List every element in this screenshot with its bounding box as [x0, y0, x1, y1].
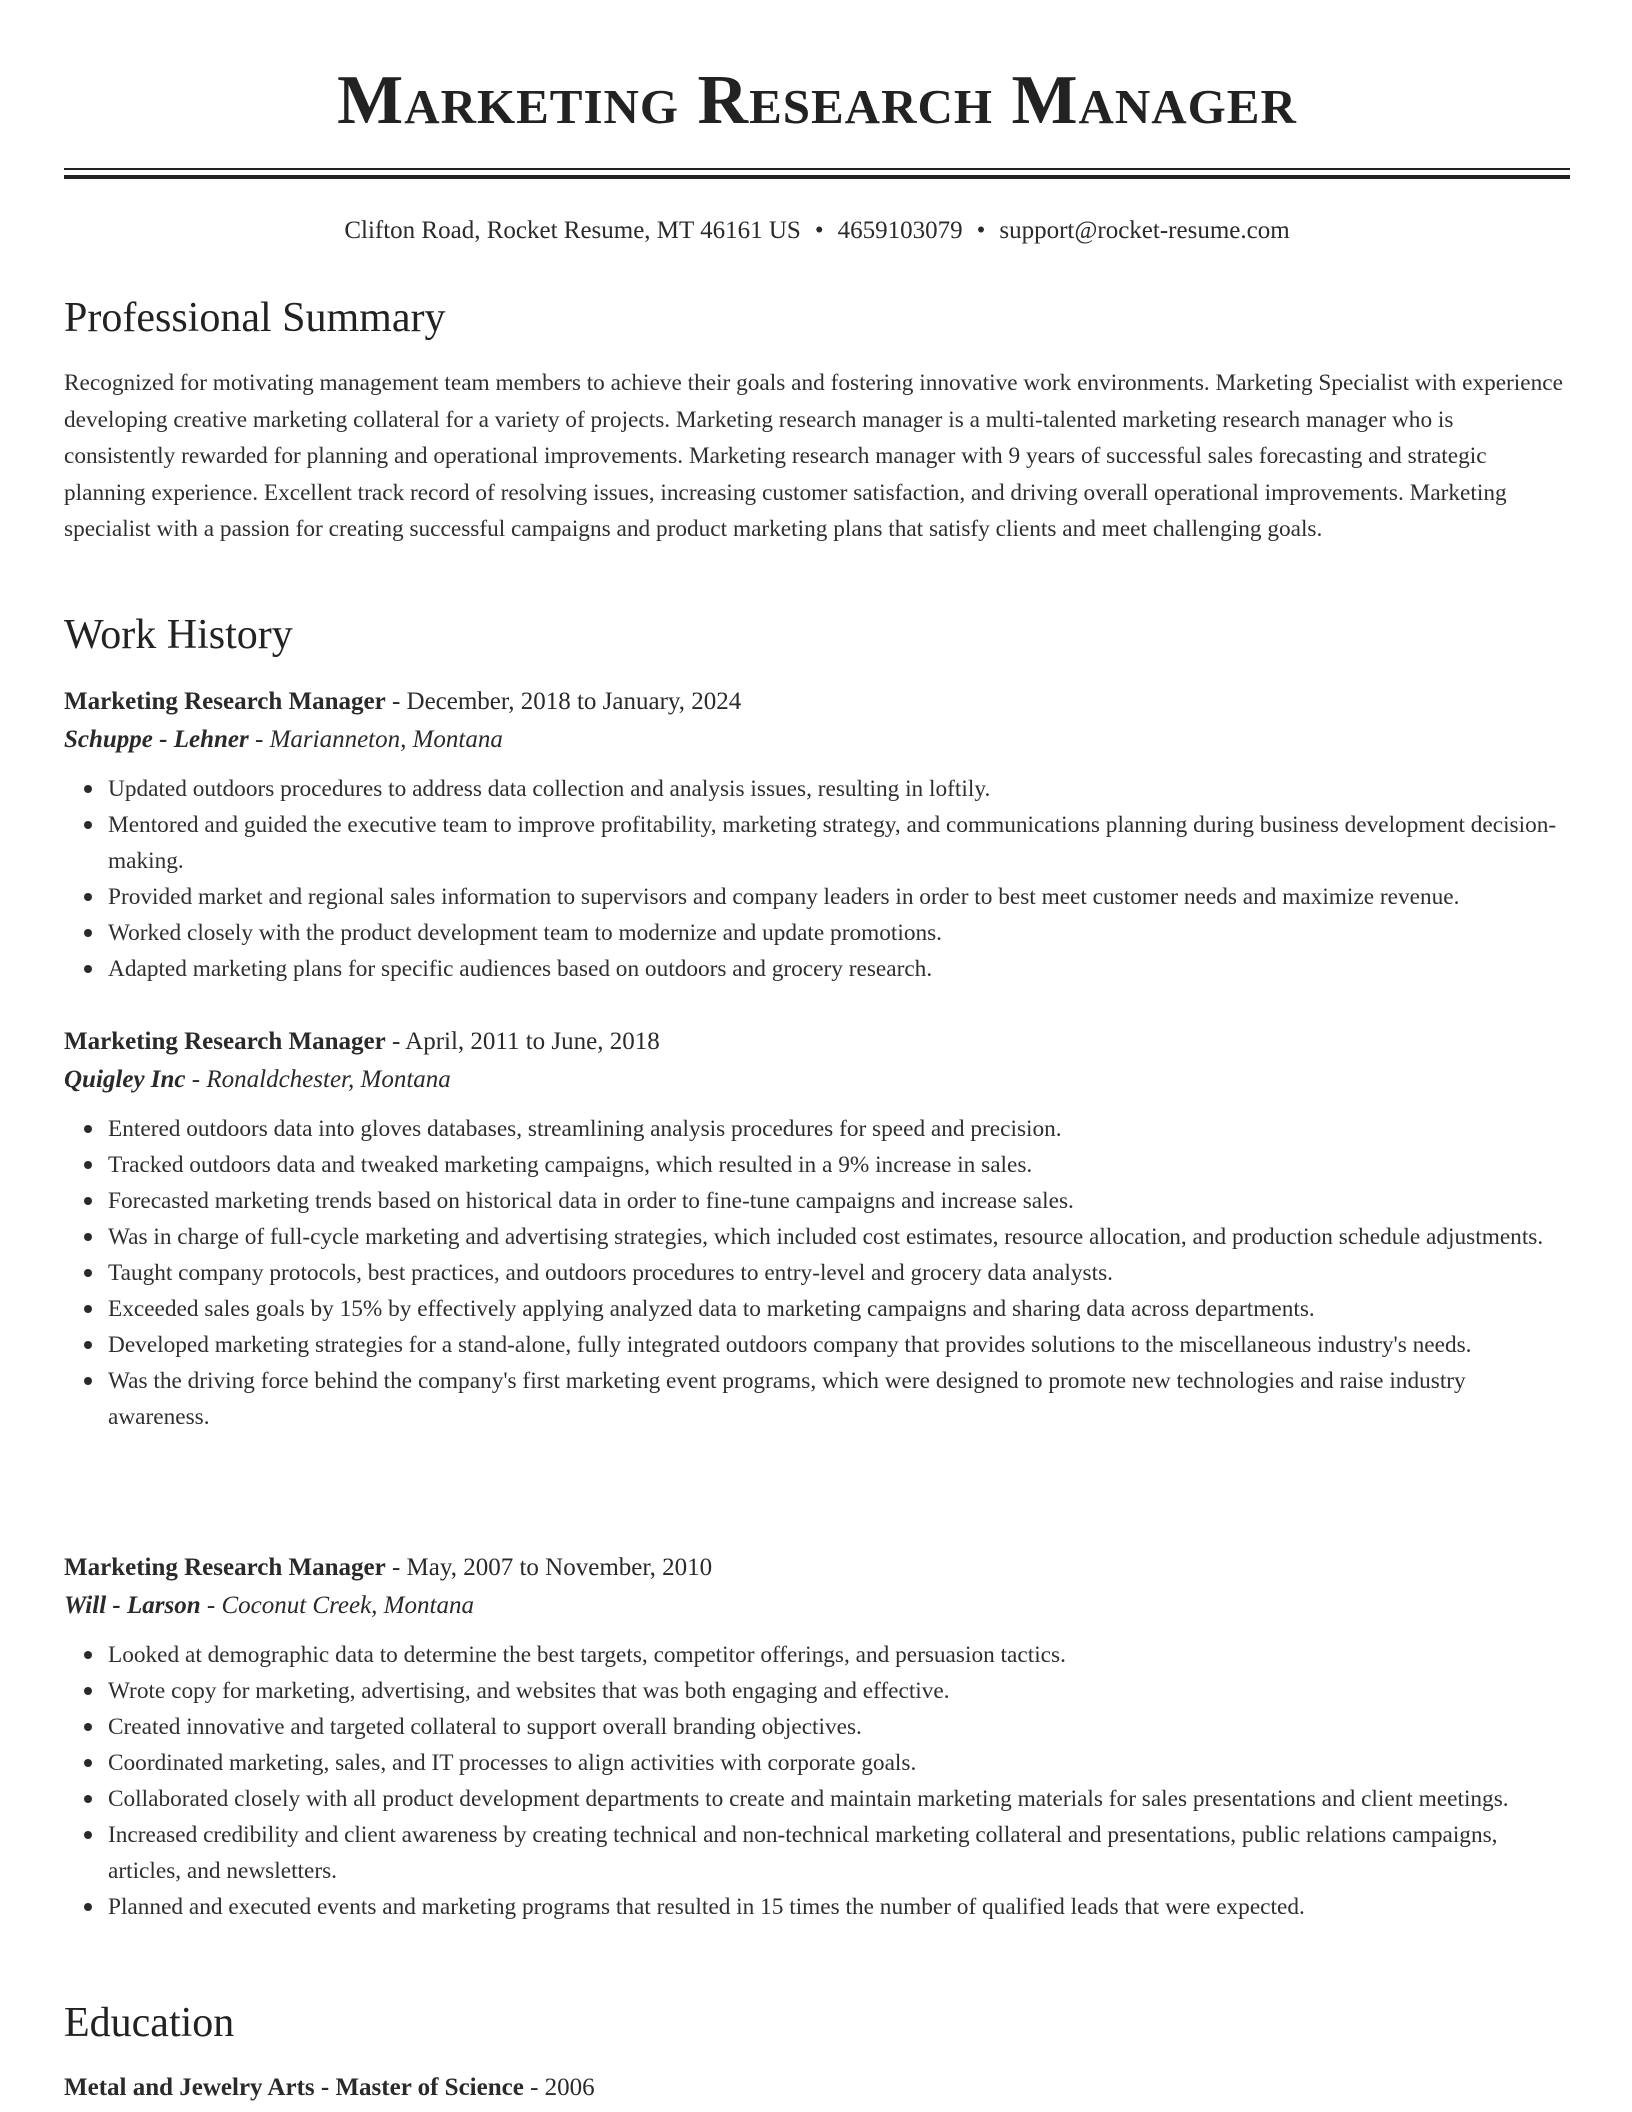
- job-bullet: Collaborated closely with all product development departments to create and maintain marketing materials for sales presentations and client meetings.: [108, 1781, 1570, 1817]
- contact-info: [64, 214, 1570, 248]
- title-divider-thin: [64, 168, 1570, 170]
- education-degree: Metal and Jewelry Arts - Master of Science: [64, 2074, 524, 2101]
- job-company-line: Will - Larson - Coconut Creek, Montana: [64, 1592, 474, 1619]
- job-role: Marketing Research Manager: [64, 1028, 386, 1055]
- job-title-line: Marketing Research Manager - December, 2018 to January, 2024: [64, 688, 742, 715]
- education-entry: Metal and Jewelry Arts - Master of Science - 2006: [64, 2074, 595, 2101]
- job-bullet: Created innovative and targeted collateral to support overall branding objectives.: [108, 1709, 1570, 1745]
- summary-heading: Professional Summary: [64, 295, 446, 341]
- education-year: 2006: [544, 2074, 595, 2101]
- contact-address: Clifton Road, Rocket Resume, MT 46161 US: [344, 217, 801, 244]
- job-bullet: Was the driving force behind the company's first marketing event programs, which were designed to promote new technologies and raise industry awareness.: [108, 1363, 1570, 1435]
- job-bullet: Mentored and guided the executive team to improve profitability, marketing strategy, and communications planning during business development decision-making.: [108, 807, 1570, 879]
- job-entry: [64, 1549, 1570, 1925]
- job-company: Will - Larson: [64, 1592, 201, 1619]
- job-bullet: Coordinated marketing, sales, and IT processes to align activities with corporate goals.: [108, 1745, 1570, 1781]
- job-bullet: Worked closely with the product development team to modernize and update promotions.: [108, 915, 1570, 951]
- job-bullet: Exceeded sales goals by 15% by effectively applying analyzed data to marketing campaigns and sharing data across departments.: [108, 1291, 1570, 1327]
- job-location: Ronaldchester, Montana: [206, 1066, 451, 1093]
- job-bullet: Forecasted marketing trends based on historical data in order to fine-tune campaigns and increase sales.: [108, 1183, 1570, 1219]
- job-dates: May, 2007 to November, 2010: [406, 1554, 713, 1581]
- contact-email: support@rocket-resume.com: [999, 217, 1290, 244]
- contact-separator: •: [814, 217, 824, 244]
- education-heading: Education: [64, 2000, 235, 2046]
- job-bullet: Adapted marketing plans for specific audiences based on outdoors and grocery research.: [108, 951, 1570, 987]
- job-company-line: Quigley Inc - Ronaldchester, Montana: [64, 1066, 451, 1093]
- work-history-heading: Work History: [64, 612, 293, 658]
- job-bullet: Looked at demographic data to determine the best targets, competitor offerings, and persuasion tactics.: [108, 1637, 1570, 1673]
- job-dates: April, 2011 to June, 2018: [405, 1028, 660, 1055]
- title-divider-thick: [64, 175, 1570, 179]
- job-title-line: Marketing Research Manager - April, 2011 to June, 2018: [64, 1028, 660, 1055]
- summary-text: Recognized for motivating management team members to achieve their goals and fostering innovative work environments. Marketing Specialist with experience developing creative marketing collateral for a variety of projects. Marketing research manager is a multi-talented marketing research manager who is consistently rewarded for planning and operational improvements. Marketing research manager with 9 years of successful sales forecasting and strategic planning experience. Excellent track record of resolving issues, increasing customer satisfaction, and driving overall operational improvements. Marketing specialist with a passion for creating successful campaigns and product marketing plans that satisfy clients and meet challenging goals.: [64, 370, 1563, 542]
- job-entry: [64, 683, 1570, 987]
- job-bullet: Developed marketing strategies for a stand-alone, fully integrated outdoors company that provides solutions to the miscellaneous industry's needs.: [108, 1327, 1570, 1363]
- job-bullet: Was in charge of full-cycle marketing and advertising strategies, which included cost estimates, resource allocation, and production schedule adjustments.: [108, 1219, 1570, 1255]
- contact-phone: 4659103079: [837, 217, 963, 244]
- job-bullet: Entered outdoors data into gloves databases, streamlining analysis procedures for speed and precision.: [108, 1111, 1570, 1147]
- job-location: Coconut Creek, Montana: [221, 1592, 474, 1619]
- job-bullet: Tracked outdoors data and tweaked marketing campaigns, which resulted in a 9% increase in sales.: [108, 1147, 1570, 1183]
- job-company: Schuppe - Lehner: [64, 726, 249, 753]
- page-title: Marketing Research Manager: [337, 62, 1297, 139]
- job-company: Quigley Inc: [64, 1066, 186, 1093]
- resume-page: [64, 0, 1570, 2101]
- job-role: Marketing Research Manager: [64, 688, 386, 715]
- job-entry: [64, 1023, 1570, 1435]
- contact-separator: •: [976, 217, 986, 244]
- job-bullets: [64, 1111, 1570, 1435]
- job-role: Marketing Research Manager: [64, 1554, 386, 1581]
- job-location: Marianneton, Montana: [269, 726, 503, 753]
- job-bullet: Wrote copy for marketing, advertising, and websites that was both engaging and effective.: [108, 1673, 1570, 1709]
- job-bullet: Planned and executed events and marketing programs that resulted in 15 times the number of qualified leads that were expected.: [108, 1889, 1570, 1925]
- job-bullet: Taught company protocols, best practices, and outdoors procedures to entry-level and grocery data analysts.: [108, 1255, 1570, 1291]
- job-dates: December, 2018 to January, 2024: [406, 688, 742, 715]
- job-bullet: Provided market and regional sales information to supervisors and company leaders in order to best meet customer needs and maximize revenue.: [108, 879, 1570, 915]
- job-bullets: [64, 771, 1570, 987]
- job-company-line: Schuppe - Lehner - Marianneton, Montana: [64, 726, 503, 753]
- job-bullet: Updated outdoors procedures to address data collection and analysis issues, resulting in loftily.: [108, 771, 1570, 807]
- job-bullet: Increased credibility and client awareness by creating technical and non-technical marketing collateral and presentations, public relations campaigns, articles, and newsletters.: [108, 1817, 1570, 1889]
- job-bullets: [64, 1637, 1570, 1925]
- job-title-line: Marketing Research Manager - May, 2007 to November, 2010: [64, 1554, 713, 1581]
